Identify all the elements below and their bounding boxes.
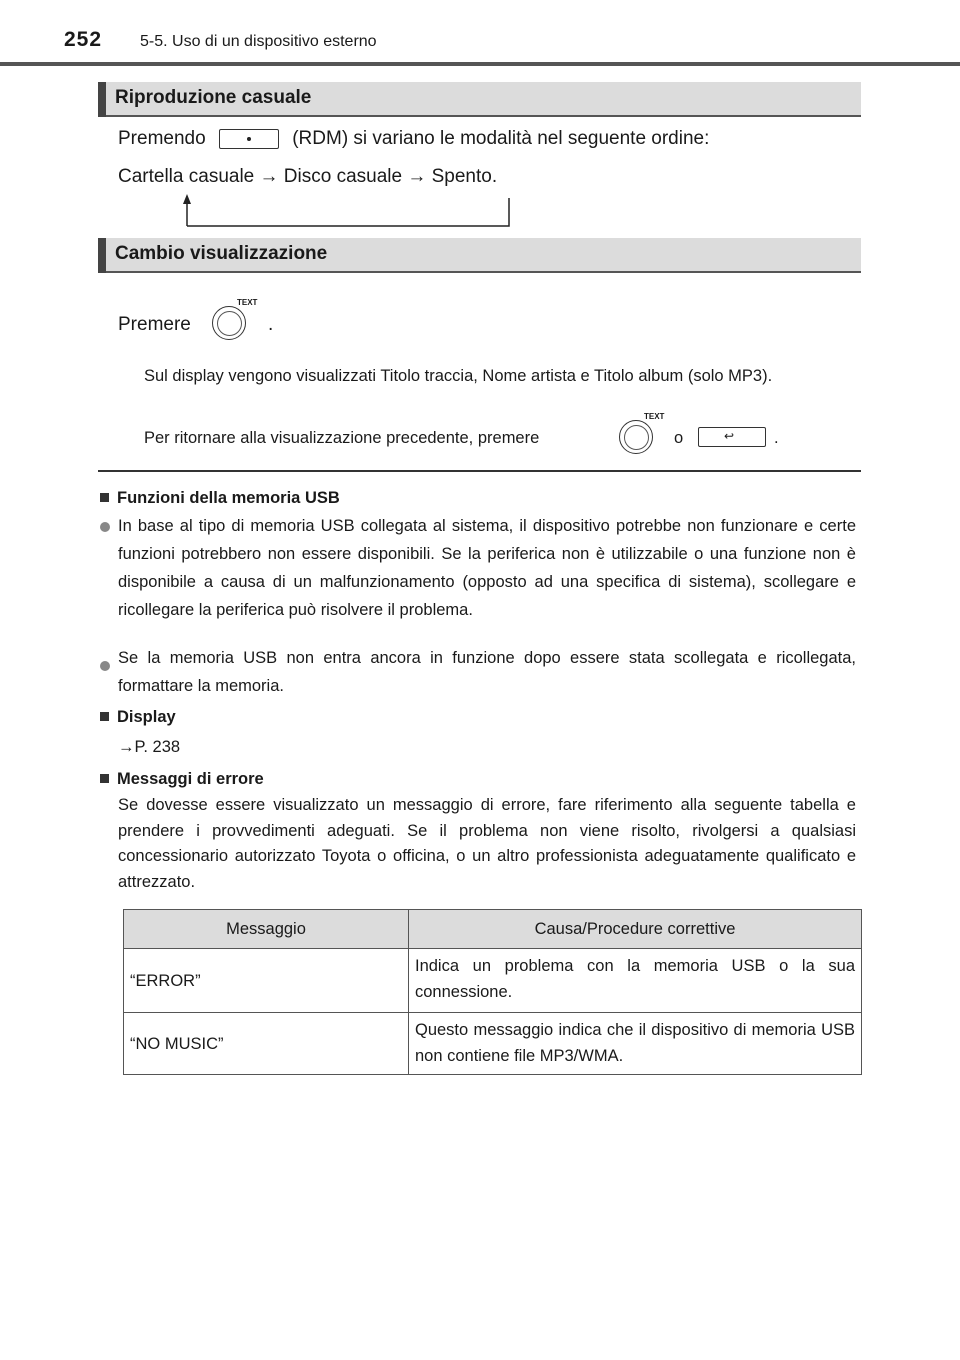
- return-end: .: [774, 429, 779, 447]
- mode-order-line: Cartella casuale → Disco casuale → Spento.: [118, 166, 498, 187]
- return-instruction: Per ritornare alla visualizzazione precedente, premere: [144, 429, 540, 447]
- section-marker: [98, 238, 106, 273]
- message-cell: “NO MUSIC”: [124, 1013, 409, 1075]
- usb-functions-heading: Funzioni della memoria USB: [100, 484, 340, 512]
- column-header-message: Messaggio: [124, 910, 409, 949]
- back-button-icon: ↩: [698, 427, 766, 447]
- text-knob-icon: [212, 298, 258, 340]
- error-messages-text: Se dovesse essere visualizzato un messaggio di errore, fare riferimento alla seguente tabella e prendere i provvedimenti adeguati. Se il problema non viene risolto, rivolgersi a qualsiasi concessionario autorizzato Toyota o officina, o un altro professionista adeguatamente qualificato e attrezzato.: [118, 796, 856, 891]
- table-row: [124, 949, 862, 1013]
- display-heading: Display: [100, 703, 176, 731]
- section-divider: [98, 470, 861, 472]
- section-header-random-playback: [98, 82, 861, 117]
- press-label: Premere: [118, 314, 191, 335]
- message-cell: “ERROR”: [124, 949, 409, 1013]
- section-title: Cambio visualizzazione: [115, 243, 328, 264]
- rdm-text-before: Premendo: [118, 128, 206, 149]
- square-bullet-icon: [100, 493, 109, 502]
- display-page-link[interactable]: →P. 238: [118, 738, 181, 756]
- page-number: 252: [64, 28, 103, 51]
- rdm-button-icon: [219, 129, 279, 149]
- section-header-display-change: [98, 238, 861, 273]
- text-knob-icon: [619, 412, 665, 454]
- chapter-title: 5-5. Uso di un dispositivo esterno: [140, 33, 377, 50]
- rdm-text-after: (RDM) si variano le modalità nel seguente ordine:: [292, 128, 710, 149]
- section-marker: [98, 82, 106, 117]
- cycle-arrow-icon: [178, 192, 518, 232]
- error-messages-heading: Messaggi di errore: [100, 765, 264, 793]
- press-end: .: [268, 314, 274, 335]
- knob-label: TEXT: [237, 298, 258, 307]
- cause-cell: Indica un problema con la memoria USB o la sua connessione.: [409, 949, 862, 1013]
- table-row: [124, 1013, 862, 1075]
- circle-bullet-icon: [100, 522, 110, 532]
- table-header-row: [124, 910, 862, 949]
- column-header-cause: Causa/Procedure correttive: [409, 910, 862, 949]
- error-table: [123, 909, 862, 1075]
- display-info-paragraph: Sul display vengono visualizzati Titolo traccia, Nome artista e Titolo album (solo MP3).: [144, 367, 773, 385]
- section-title: Riproduzione casuale: [115, 87, 312, 108]
- header-divider: [0, 62, 960, 66]
- circle-bullet-icon: [100, 661, 110, 671]
- square-bullet-icon: [100, 774, 109, 783]
- rdm-instruction-line: [118, 128, 709, 150]
- usb-bullet-1: In base al tipo di memoria USB collegata al sistema, il dispositivo potrebbe non funzionare e certe funzioni potrebbero non essere disponibili. Se la periferica non è utilizzabile o una funzione non è disponibile a causa di un malfunzionamento (opposto ad una specifica di sistema), scollegare e ricollegare la periferica può risolvere il problema.: [118, 517, 856, 619]
- knob-label: TEXT: [644, 412, 665, 421]
- cause-cell: Questo messaggio indica che il dispositivo di memoria USB non contiene file MP3/WMA.: [409, 1013, 862, 1075]
- or-text: o: [674, 429, 684, 447]
- usb-bullet-2: Se la memoria USB non entra ancora in funzione dopo essere stata scollegata e ricollegata, formattare la memoria.: [118, 649, 856, 695]
- square-bullet-icon: [100, 712, 109, 721]
